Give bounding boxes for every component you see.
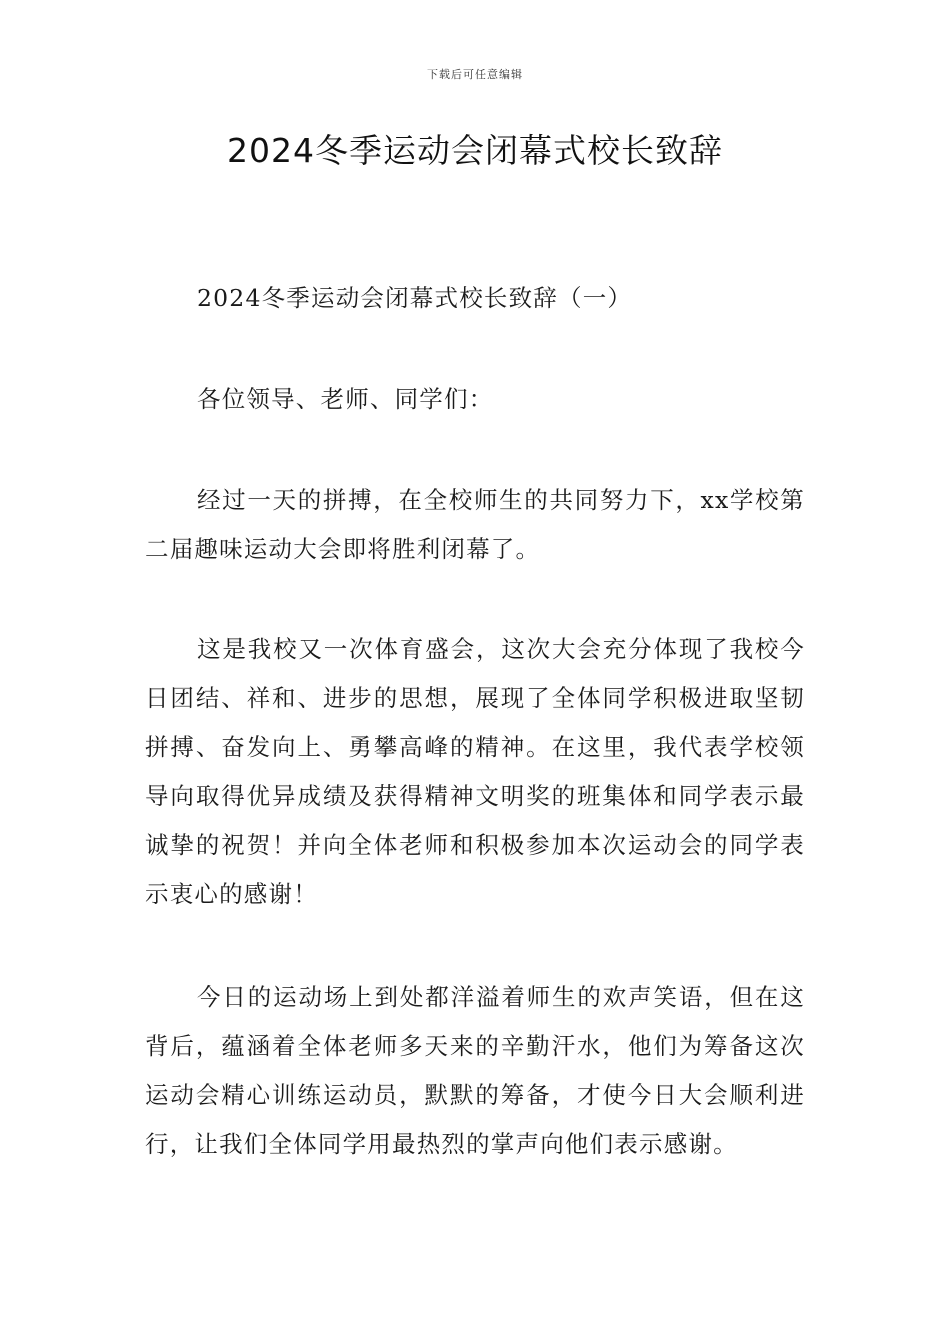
paragraph-2: 这是我校又一次体育盛会，这次大会充分体现了我校今日团结、祥和、进步的思想，展现了全体同学积极进取坚韧拼搏、奋发向上、勇攀高峰的精神。在这里，我代表学校领导向取得优异成绩及获得精神文明奖的班集体和同学表示最诚挚的祝贺！并向全体老师和积极参加本次运动会的同学表示衷心的感谢！ xyxy=(145,635,805,908)
salutation: 各位领导、老师、同学们： xyxy=(197,385,494,413)
paragraph-3: 今日的运动场上到处都洋溢着师生的欢声笑语，但在这背后，蕴涵着全体老师多天来的辛勤汗水，他们为筹备这次运动会精心训练运动员，默默的筹备，才使今日大会顺利进行，让我们全体同学用最热烈的掌声向他们表示感谢。 xyxy=(145,983,805,1158)
document-title: 2024冬季运动会闭幕式校长致辞 xyxy=(227,131,723,170)
paragraph-1: 经过一天的拼搏，在全校师生的共同努力下，xx学校第二届趣味运动大会即将胜利闭幕了。 xyxy=(145,486,805,563)
document-subtitle: 2024冬季运动会闭幕式校长致辞（一） xyxy=(197,284,633,312)
header-note: 下载后可任意编辑 xyxy=(427,68,523,81)
